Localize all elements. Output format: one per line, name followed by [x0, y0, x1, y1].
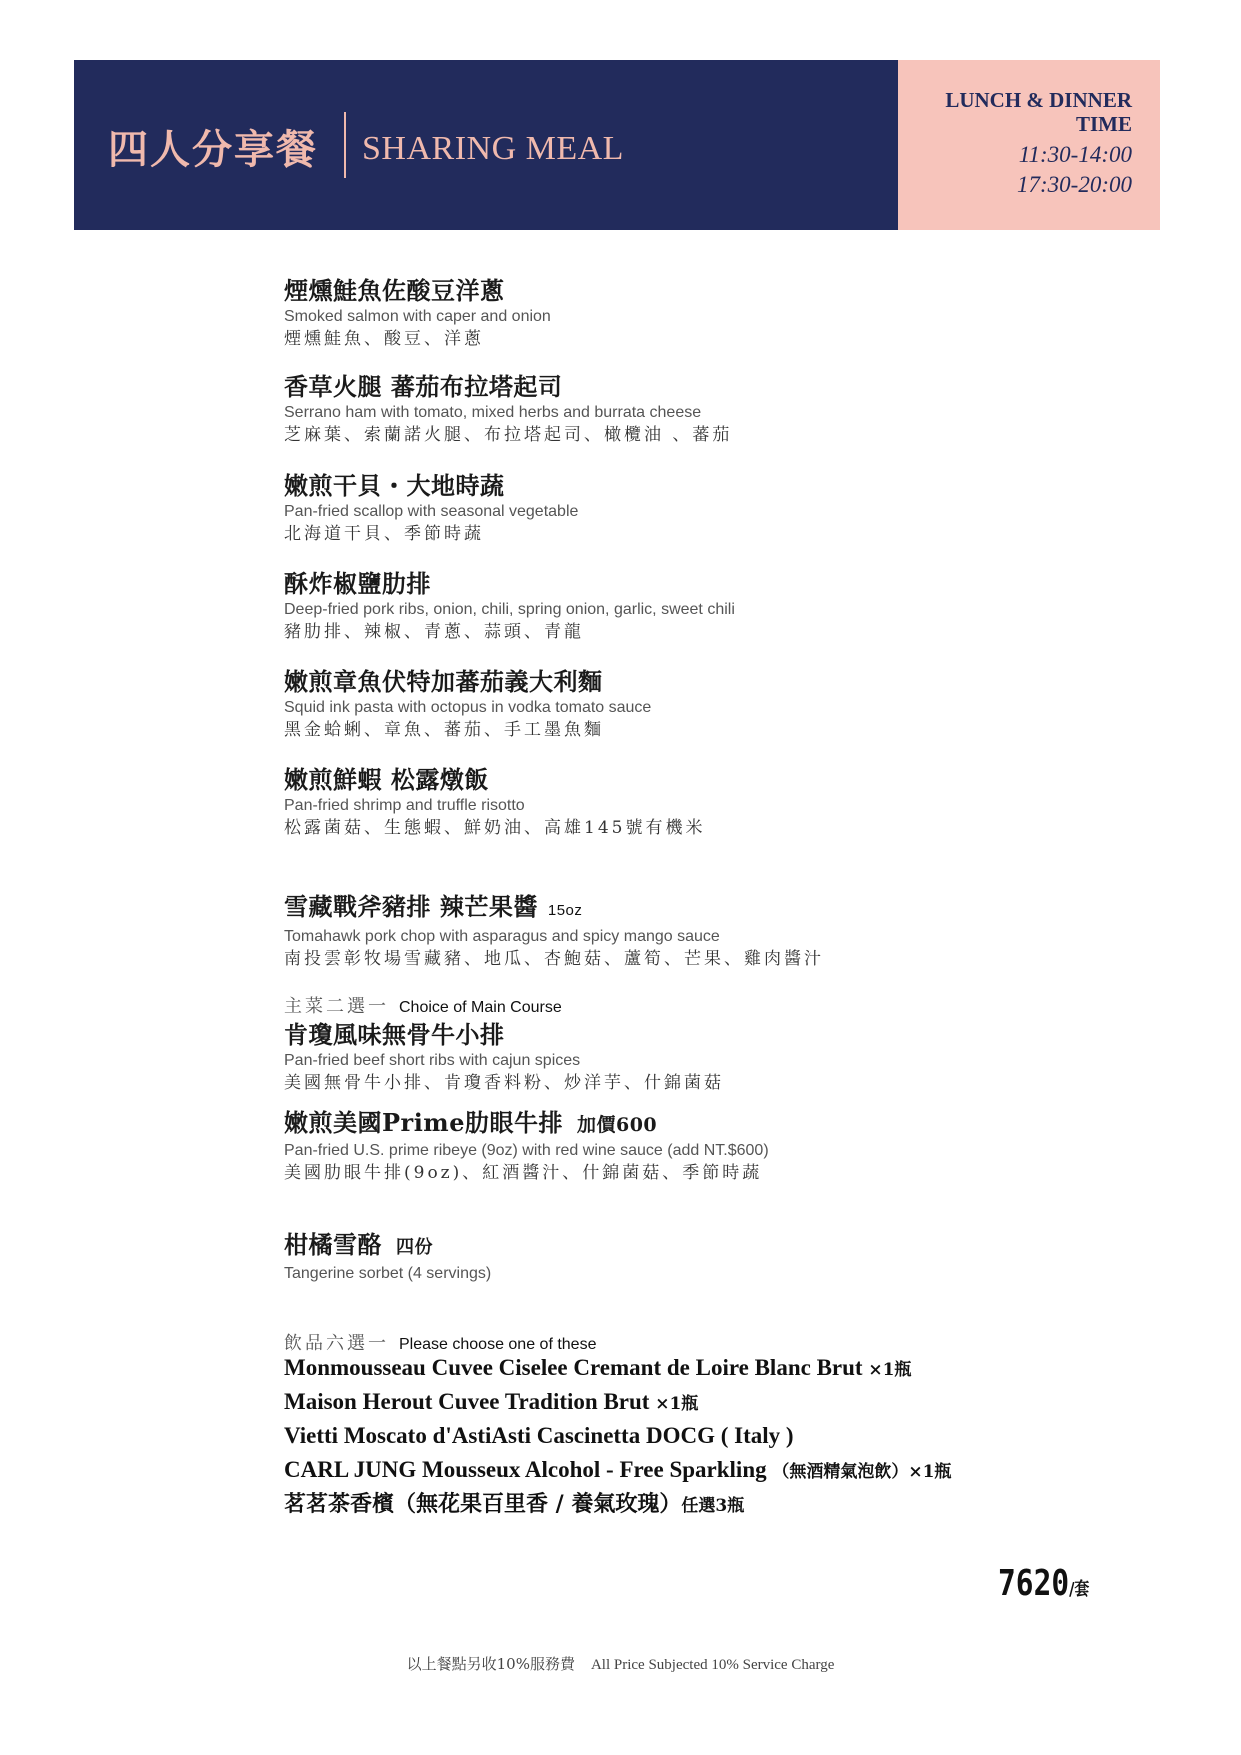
dish-description: Deep-fried pork ribs, onion, chili, spring onion, garlic, sweet chili [284, 601, 735, 618]
dish-description: Pan-fried shrimp and truffle risotto [284, 797, 525, 814]
dessert-name: 柑橘雪酪 [284, 1230, 382, 1259]
dish-description: Pan-fried U.S. prime ribeye (9oz) with red wine sauce (add NT.$600) [284, 1142, 769, 1159]
dish-name [284, 892, 824, 926]
footer-en: All Price Subjected 10% Service Charge [590, 1657, 835, 1673]
title-english: SHARING MEAL [362, 130, 624, 167]
dish-ingredients: 豬肋排、辣椒、青蔥、蒜頭、青龍 [284, 622, 584, 642]
dish-description: Squid ink pasta with octopus in vodka tomato sauce [284, 699, 652, 716]
drinks-label-zh: 飲品六選一 [284, 1333, 389, 1354]
choice-label-zh: 主菜二選一 [284, 996, 389, 1017]
dish-name [284, 1230, 491, 1263]
dish-name: 嫩煎干貝・大地時蔬 [284, 471, 505, 500]
dish-name: 嫩煎鮮蝦 松露燉飯 [284, 765, 489, 794]
time-label-line1: LUNCH & DINNER [945, 88, 1132, 112]
main-choice-header [284, 992, 562, 1018]
dish-name: 煙燻鮭魚佐酸豆洋蔥 [284, 276, 505, 305]
dish-description: Tomahawk pork chop with asparagus and spicy mango sauce [284, 928, 720, 945]
pork-name: 雪藏戰斧豬排 辣芒果醬 [284, 892, 538, 921]
menu-item [284, 765, 705, 840]
dish-description: Pan-fried scallop with seasonal vegetable [284, 503, 579, 520]
drink-item: Vietti Moscato d'AstiAsti Cascinetta DOCG ( Italy ) [284, 1423, 794, 1448]
header-banner [74, 60, 898, 230]
title-divider [344, 112, 346, 178]
surcharge: 加價600 [576, 1114, 658, 1136]
time-panel [898, 60, 1160, 230]
dish-ingredients: 美國肋眼牛排(9oz)、紅酒醬汁、什錦菌菇、季節時蔬 [284, 1163, 763, 1183]
ribeye-name: 嫩煎美國Prime肋眼牛排 [284, 1108, 563, 1137]
dish-ingredients: 北海道干貝、季節時蔬 [284, 524, 484, 544]
menu-item [284, 276, 551, 351]
menu-item [284, 1020, 724, 1095]
drink-item: Maison Herout Cuvee Tradition Brut ×1瓶 [284, 1389, 699, 1414]
dish-ingredients: 黑金蛤蜊、章魚、蕃茄、手工墨魚麵 [284, 720, 604, 740]
dish-description: Pan-fried beef short ribs with cajun spices [284, 1052, 581, 1069]
dish-ingredients: 松露菌菇、生態蝦、鮮奶油、高雄145號有機米 [284, 818, 706, 838]
drink-item: Monmousseau Cuvee Ciselee Cremant de Loire Blanc Brut ×1瓶 [284, 1355, 912, 1380]
menu-item-pork [284, 892, 824, 971]
drinks-label-en: Please choose one of these [399, 1336, 597, 1353]
service-charge-note [0, 1653, 1241, 1674]
choice-label-en: Choice of Main Course [399, 999, 562, 1016]
drink-item: CARL JUNG Mousseux Alcohol - Free Sparkling （無酒精氣泡飲）×1瓶 [284, 1457, 952, 1482]
dish-description: Tangerine sorbet (4 servings) [284, 1265, 492, 1282]
menu-item [284, 569, 735, 644]
title-chinese: 四人分享餐 [108, 126, 318, 173]
menu-item [284, 471, 578, 546]
dish-description: Serrano ham with tomato, mixed herbs and burrata cheese [284, 404, 702, 421]
price-amount: 7620 [997, 1563, 1069, 1604]
lunch-hours: 11:30-14:00 [1018, 142, 1132, 167]
dessert-qty: 四份 [396, 1237, 433, 1258]
dish-name: 酥炸椒鹽肋排 [284, 569, 431, 598]
price-unit: /套 [1068, 1579, 1089, 1600]
dinner-hours: 17:30-20:00 [1017, 172, 1132, 197]
pork-size: 15oz [547, 902, 583, 919]
dish-ingredients: 煙燻鮭魚、酸豆、洋蔥 [284, 329, 484, 349]
dish-name: 香草火腿 蕃茄布拉塔起司 [284, 372, 563, 401]
dish-ingredients: 美國無骨牛小排、肯瓊香料粉、炒洋芋、什錦菌菇 [284, 1073, 724, 1093]
time-label [945, 88, 1132, 136]
drink-item: 茗茗茶香檳（無花果百里香 / 養氣玫瑰）任選3瓶 [284, 1491, 745, 1517]
dish-ingredients: 芝麻葉、索蘭諾火腿、布拉塔起司、橄欖油 、蕃茄 [284, 425, 733, 445]
set-price [998, 1563, 1089, 1604]
drinks-list [284, 1352, 951, 1522]
dish-name: 肯瓊風味無骨牛小排 [284, 1020, 505, 1049]
dish-name: 嫩煎章魚伏特加蕃茄義大利麵 [284, 667, 603, 696]
time-label-line2: TIME [1075, 112, 1132, 136]
menu-item [284, 1108, 769, 1185]
footer-zh: 以上餐點另收10%服務費 [406, 1655, 575, 1673]
dish-description: Smoked salmon with caper and onion [284, 308, 551, 325]
dish-name [284, 1108, 769, 1140]
menu-item [284, 372, 732, 447]
dessert-item [284, 1230, 491, 1284]
menu-item [284, 667, 651, 742]
dish-ingredients: 南投雲彰牧場雪藏豬、地瓜、杏鮑菇、蘆筍、芒果、雞肉醬汁 [284, 949, 824, 969]
